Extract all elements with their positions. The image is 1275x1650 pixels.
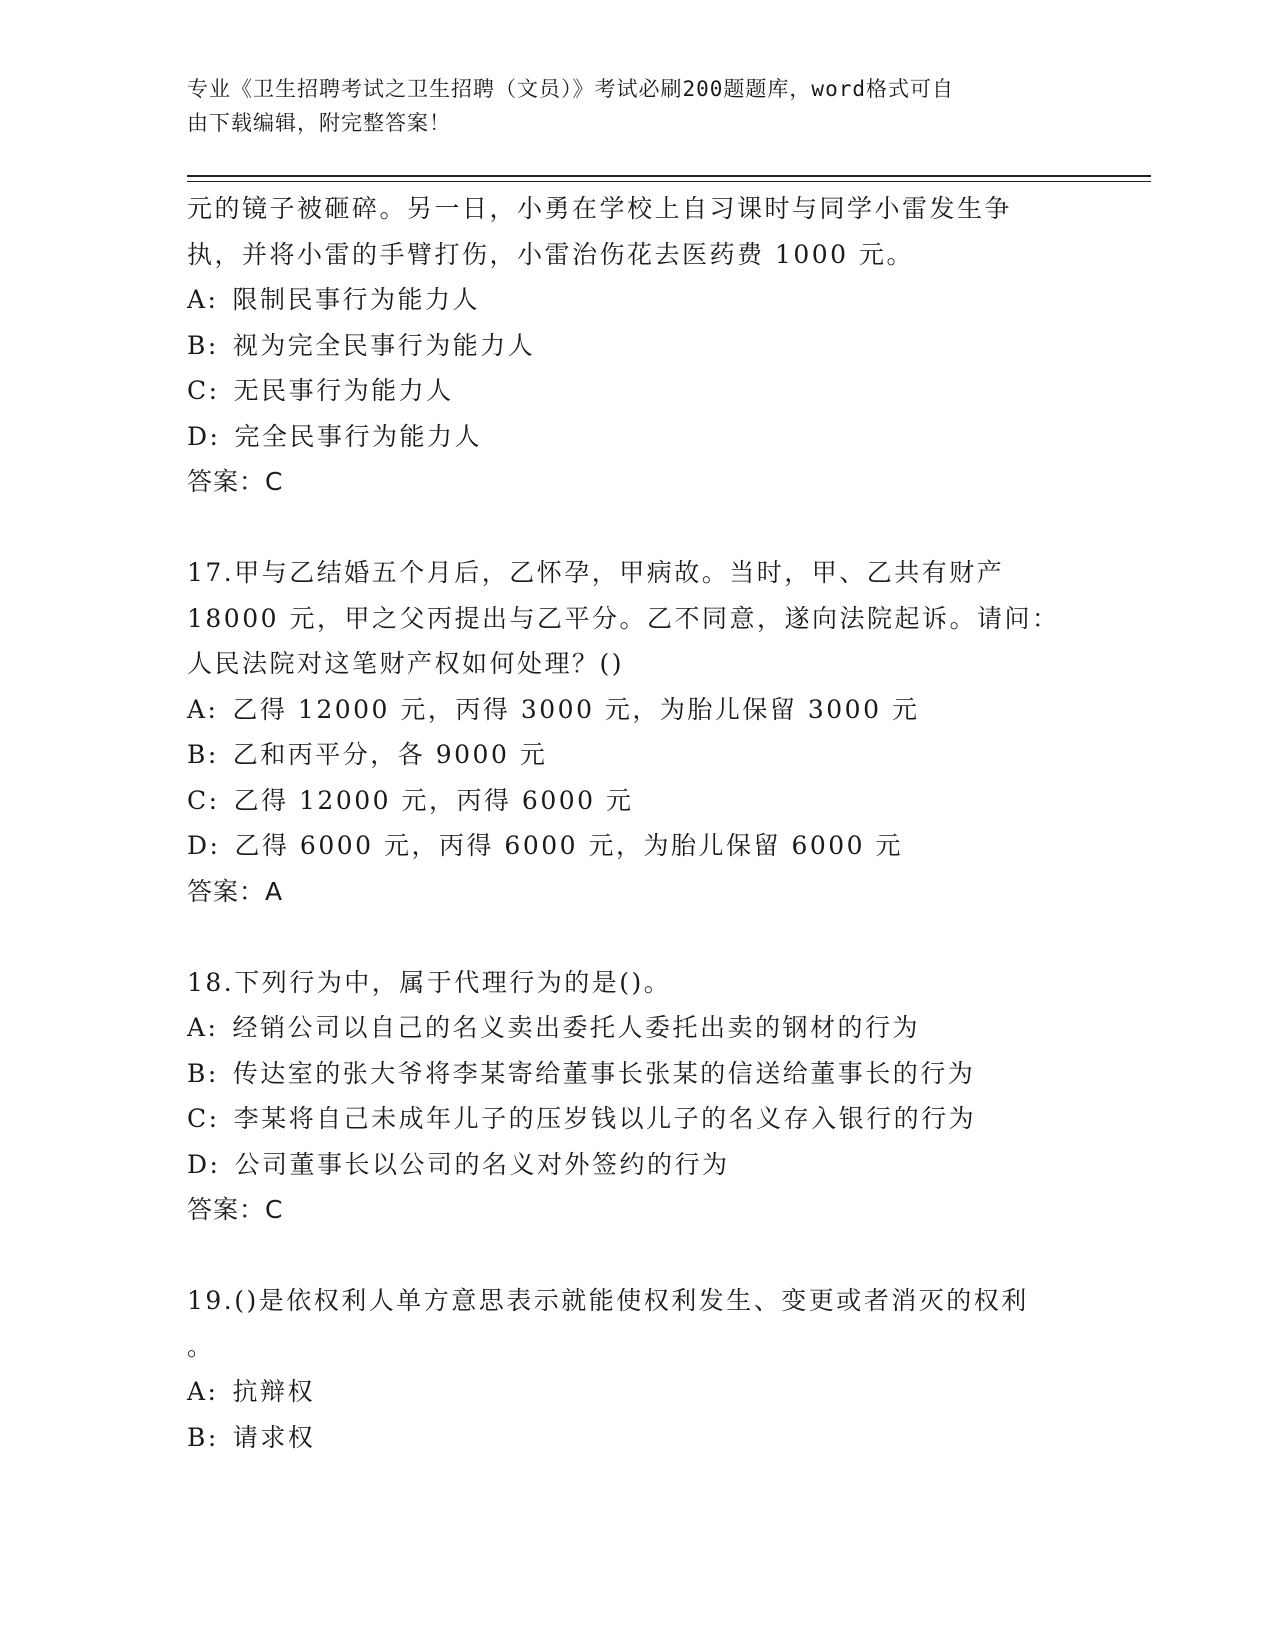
option-b: [187, 1415, 1087, 1461]
option-label: C:: [187, 376, 220, 405]
option-a: [187, 1005, 1087, 1051]
header-line-2: 由下载编辑，附完整答案！: [187, 111, 451, 135]
option-label: B:: [187, 330, 219, 360]
option-label: B:: [187, 1058, 219, 1088]
option-c: [187, 1096, 1087, 1142]
option-text: 乙得 12000 元，丙得 6000 元: [233, 785, 634, 815]
option-a: [187, 1369, 1087, 1415]
header-rule-thick: [187, 175, 1151, 177]
option-label: A:: [187, 1013, 219, 1042]
option-a: [187, 277, 1087, 323]
option-label: B:: [187, 740, 219, 769]
question-stem-line: 18000 元，甲之父丙提出与乙平分。乙不同意，遂向法院起诉。请问：: [187, 603, 1060, 633]
option-text: 完全民事行为能力人: [234, 421, 482, 451]
option-text: 公司董事长以公司的名义对外签约的行为: [234, 1149, 730, 1179]
spacer: [187, 1233, 1087, 1279]
option-text: 乙得 6000 元，丙得 6000 元，为胎儿保留 6000 元: [234, 831, 904, 860]
option-text: 传达室的张大爷将李某寄给董事长张某的信送给董事长的行为: [232, 1058, 976, 1088]
option-b: [187, 323, 1087, 369]
header-rule-thin: [187, 181, 1151, 182]
option-text: 视为完全民事行为能力人: [232, 330, 536, 360]
answer-line: 答案：C: [187, 467, 284, 496]
question-17: [187, 550, 1087, 914]
question-16-continued: [187, 186, 1087, 505]
option-text: 请求权: [232, 1422, 316, 1452]
option-label: C:: [187, 785, 220, 815]
option-label: A:: [187, 694, 219, 724]
option-text: 限制民事行为能力人: [232, 285, 480, 314]
option-label: D:: [187, 421, 221, 451]
question-stem-line: 元的镜子被砸碎。另一日，小勇在学校上自习课时与同学小雷发生争: [187, 194, 1013, 223]
option-label: B:: [187, 1422, 219, 1452]
option-label: A:: [187, 1377, 219, 1406]
option-label: A:: [187, 285, 219, 314]
question-stem-line: 18.下列行为中，属于代理行为的是()。: [187, 967, 672, 997]
question-19: [187, 1278, 1087, 1460]
option-text: 经销公司以自己的名义卖出委托人委托出卖的钢材的行为: [232, 1013, 920, 1042]
option-label: C:: [187, 1104, 220, 1133]
question-18: [187, 960, 1087, 1233]
option-text: 李某将自己未成年儿子的压岁钱以儿子的名义存入银行的行为: [233, 1104, 977, 1133]
option-b: [187, 732, 1087, 778]
question-stem-line: 人民法院对这笔财产权如何处理？(): [187, 649, 625, 678]
option-a: [187, 687, 1087, 733]
option-d: [187, 823, 1087, 869]
spacer: [187, 914, 1087, 960]
spacer: [187, 505, 1087, 551]
document-header: [187, 72, 1067, 140]
option-label: D:: [187, 1149, 221, 1179]
option-text: 乙和丙平分，各 9000 元: [232, 740, 548, 769]
option-b: [187, 1051, 1087, 1097]
option-text: 无民事行为能力人: [233, 376, 454, 405]
answer-line: 答案：A: [187, 876, 284, 906]
question-stem-line: 17.甲与乙结婚五个月后，乙怀孕，甲病故。当时，甲、乙共有财产: [187, 558, 1005, 587]
option-label: D:: [187, 831, 221, 860]
option-c: [187, 778, 1087, 824]
option-d: [187, 414, 1087, 460]
question-content: [187, 186, 1087, 1460]
header-line-1: 专业《卫生招聘考试之卫生招聘（文员）》考试必刷200题题库，word格式可自: [187, 77, 954, 101]
question-stem-line: 执，并将小雷的手臂打伤，小雷治伤花去医药费 1000 元。: [187, 239, 915, 269]
answer-line: 答案：C: [187, 1195, 284, 1224]
option-text: 抗辩权: [232, 1377, 315, 1406]
option-d: [187, 1142, 1087, 1188]
question-stem-line: 。: [187, 1331, 215, 1361]
option-text: 乙得 12000 元，丙得 3000 元，为胎儿保留 3000 元: [232, 694, 920, 724]
question-stem-line: 19.()是依权利人单方意思表示就能使权利发生、变更或者消灭的权利: [187, 1286, 1029, 1315]
option-c: [187, 368, 1087, 414]
